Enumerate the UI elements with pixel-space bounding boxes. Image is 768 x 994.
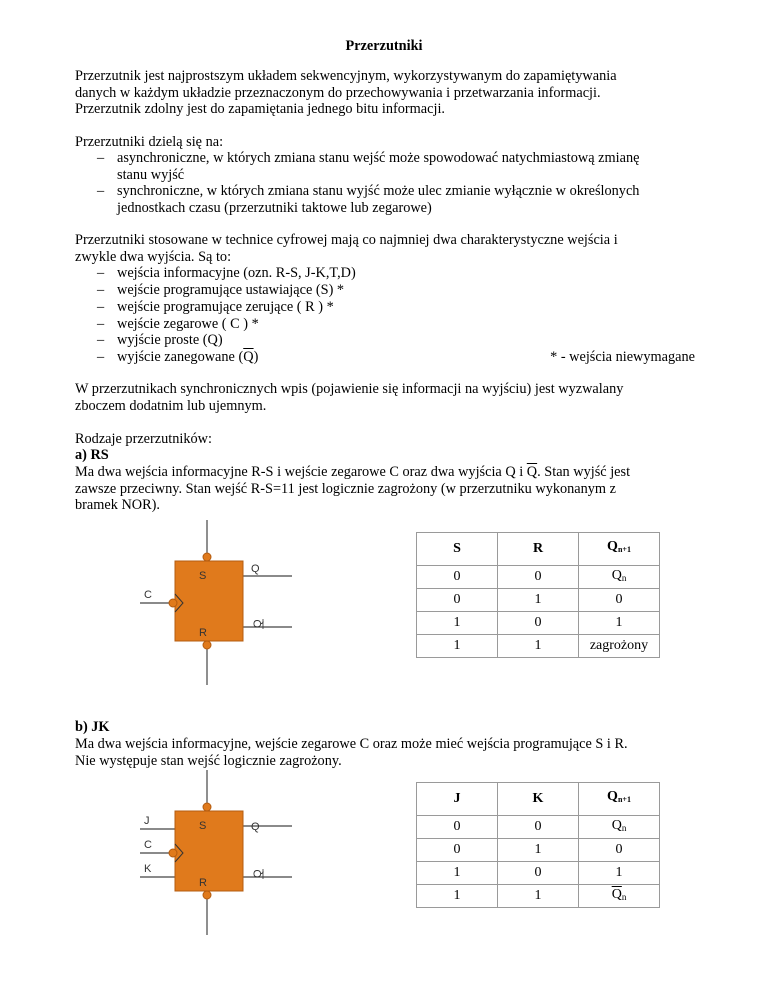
c-bubble [169,849,177,857]
inputs-heading-line: zwykle dwa wyjścia. Są to: [75,248,232,265]
table-row [417,885,660,908]
jk-label: b) JK [75,719,110,735]
footnote: * - wejścia niewymagane [550,349,695,365]
rs-truth-table [416,532,660,658]
table-cell: 1 [498,885,579,908]
rs-line [75,464,715,481]
table-header [579,533,660,566]
table-header: R [498,533,579,566]
list-dash: – [97,265,105,281]
pin-q-bar: Q [252,619,264,628]
list-dash: – [97,332,105,348]
list-dash: – [97,183,105,199]
table-cell: 1 [417,612,498,635]
table-header: J [417,783,498,816]
list-item: wejście zegarowe ( C ) * [117,316,259,332]
rs-flipflop-diagram [130,520,300,700]
table-cell: 0 [498,612,579,635]
list-dash: – [97,150,105,166]
table-row [417,589,660,612]
page-title: Przerzutniki [345,38,423,54]
list-item-line: stanu wyjść [117,166,185,183]
header-subscript: n+1 [617,545,631,555]
cell-q-negated: $\overline{Q}$ [611,886,622,902]
table-cell [579,566,660,589]
pin-r: R [199,627,207,639]
jk-line: Ma dwa wejścia informacyjne, wejście zegarowe C oraz może mieć wejścia programujące S i R. [75,736,628,752]
table-cell: 0 [579,839,660,862]
table-cell: 1 [498,635,579,658]
header-q: Q [607,789,618,805]
pin-s: S [199,570,207,582]
cell-subscript: n [621,572,627,583]
jk-line: Nie występuje stan wejść logicznie zagrożony. [75,752,342,769]
pin-s: S [199,820,207,832]
jk-description [75,736,715,769]
table-cell: zagrożony [579,635,660,658]
jk-flipflop-diagram [130,770,300,940]
pin-k: K [144,863,152,875]
header-q: Q [607,539,618,555]
list-item: wejścia informacyjne (ozn. R-S, J-K,T,D) [117,265,356,281]
intro-line: danych w każdym układzie przeznaczonym do przechowywania i przetwarzania informacji. [75,84,601,101]
rs-description [75,464,715,514]
table-header: K [498,783,579,816]
types-heading: Rodzaje przerzutników: [75,431,212,447]
list-item-line: asynchroniczne, w których zmiana stanu wejść może spowodować natychmiastową zmianę [117,150,640,166]
list-item: wejście programujące ustawiające (S) * [117,282,345,298]
jk-truth-table [416,782,660,908]
r-bubble [203,641,211,649]
intro-line: Przerzutnik zdolny jest do zapamiętania jednego bitu informacji. [75,101,446,118]
cell-subscript: n [621,891,627,902]
pin-c: C [144,839,152,851]
negated-q: $\overline{Q}$ [243,349,254,365]
table-cell: 1 [417,885,498,908]
cell-subscript: n [621,822,627,833]
table-header: S [417,533,498,566]
table-header-row [417,783,660,816]
rs-label: a) RS [75,447,109,463]
table-cell: 1 [498,589,579,612]
inputs-heading-line: Przerzutniki stosowane w technice cyfrowej mają co najmniej dwa charakterystyczne wejścia i [75,232,618,248]
r-bubble [203,891,211,899]
table-row [417,862,660,885]
table-row [417,612,660,635]
list-dash: – [97,299,105,315]
rs-text: . Stan wyjść jest [537,464,631,480]
table-header-row [417,533,660,566]
table-cell: 0 [498,862,579,885]
sync-line: zboczem dodatnim lub ujemnym. [75,397,267,414]
table-row [417,566,660,589]
cell-q: Q [611,817,622,833]
table-cell: 0 [498,816,579,839]
cell-q: Q [611,567,622,583]
table-cell: 1 [498,839,579,862]
rs-text: Ma dwa wejścia informacyjne R-S i wejście zegarowe C oraz dwa wyjścia Q i [75,464,527,480]
division-heading: Przerzutniki dzielą się na: [75,134,224,150]
negated-q: $\overline{Q}$ [526,464,538,480]
list-item-line: jednostkach czasu (przerzutniki taktowe lub zegarowe) [117,199,432,216]
sync-paragraph [75,381,715,414]
list-item [117,183,717,216]
inputs-heading [75,232,715,265]
pin-q-bar: Q [252,869,264,878]
table-row [417,839,660,862]
table-row [417,816,660,839]
flipflop-block [175,561,243,641]
table-cell: 0 [417,566,498,589]
rs-line: zawsze przeciwny. Stan wejść R-S=11 jest logicznie zagrożony (w przerzutniku wykonanym z [75,480,616,497]
c-bubble [169,599,177,607]
list-item: wyjście proste (Q) [117,332,223,348]
table-cell: 0 [579,589,660,612]
sync-line: W przerzutnikach synchronicznych wpis (pojawienie się informacji na wyjściu) jest wyzwalany [75,381,624,397]
list-dash: – [97,282,105,298]
pin-q: Q [251,821,260,833]
table-row [417,635,660,658]
list-item: wejście programujące zerujące ( R ) * [117,299,334,315]
table-cell: 1 [579,862,660,885]
pin-q: Q [251,563,260,575]
table-cell: 1 [579,612,660,635]
s-bubble [203,803,211,811]
table-cell [579,885,660,908]
table-cell: 1 [417,862,498,885]
pin-r: R [199,877,207,889]
list-dash: – [97,349,105,365]
intro-line: Przerzutnik jest najprostszym układem sekwencyjnym, wykorzystywanym do zapamiętywania [75,68,617,84]
list-item-line: synchroniczne, w których zmiana stanu wyjść może ulec zmianie wyłącznie w określonych [117,183,640,199]
table-header [579,783,660,816]
pin-j: J [144,815,150,827]
s-bubble [203,553,211,561]
intro-paragraph [75,68,715,118]
list-dash: – [97,316,105,332]
flipflop-block [175,811,243,891]
list-item [117,150,717,183]
list-item-text: ) [253,349,259,365]
table-cell: 0 [417,816,498,839]
rs-line: bramek NOR). [75,497,160,514]
header-subscript: n+1 [617,795,631,805]
table-cell: 1 [417,635,498,658]
table-cell: 0 [417,839,498,862]
list-item-text: wyjście zanegowane ( [117,349,244,365]
table-cell: 0 [498,566,579,589]
table-cell: 0 [417,589,498,612]
pin-c: C [144,589,152,601]
table-cell [579,816,660,839]
